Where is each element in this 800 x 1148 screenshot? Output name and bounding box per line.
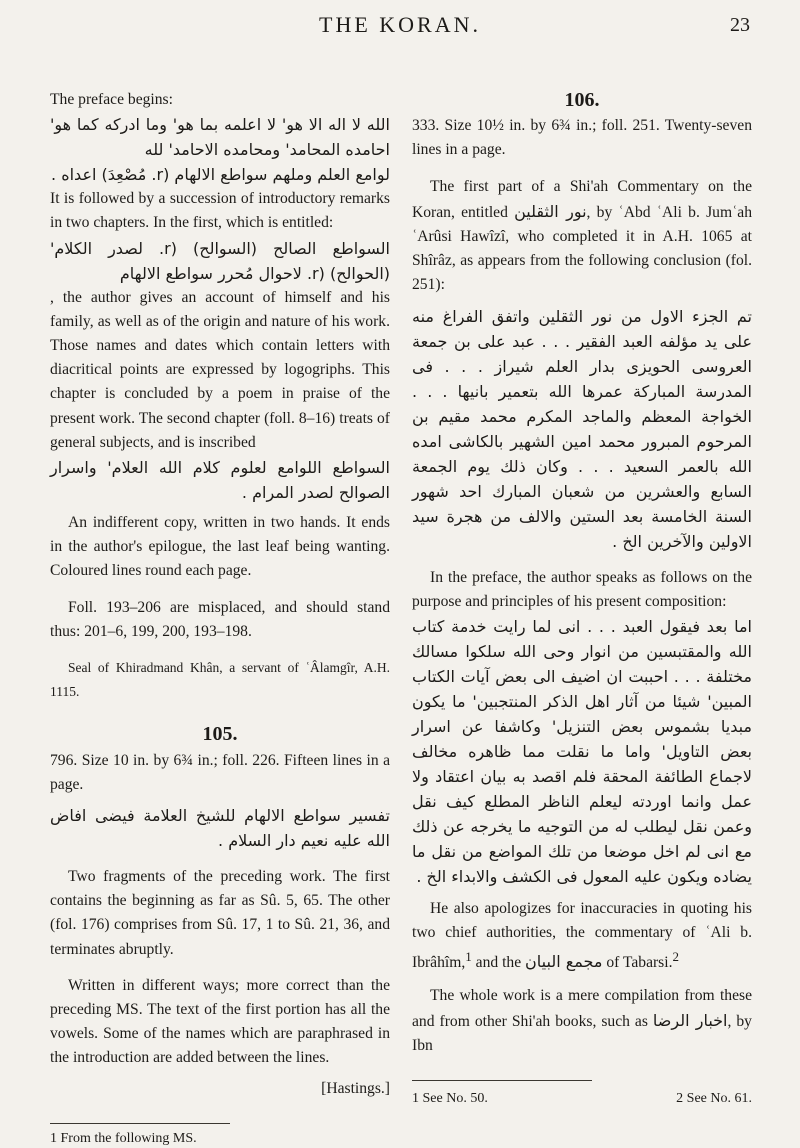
akhbar-title-arabic: اخبار الرضا <box>652 1011 728 1031</box>
paragraph-misplaced-folios: Foll. 193–206 are misplaced, and should stand thus: 201–6, 199, 200, 193–198. <box>50 598 390 640</box>
paragraph-written: Written in different ways; more correct than the preceding MS. The text of the first portion has all the vowels. Some of the names which are paraphrased in the introduction are added between the lines. <box>50 976 390 1067</box>
paragraph-commentary: The first part of a Shi'ah Commentary on the Koran, entitled نور الثقلين, by ʿAbd ʿAli b. Jumʿah ʿArûsi Hawîzî, who completed it in A.H. 1065 at Shîrâz, as appears from the following conclusion (fol. 251): <box>412 177 752 294</box>
footnote-rule-right <box>412 1080 592 1081</box>
work-title-arabic: نور الثقلين <box>514 201 587 221</box>
page-header <box>50 12 750 42</box>
paragraph-compilation: The whole work is a mere compilation from these and from other Shi'ah books, such as اخبار الرضا, by Ibn <box>412 986 752 1055</box>
paragraph-seal: Seal of Khiradmand Khân, a servant of ʿÂlamgîr, A.H. 1115. <box>50 660 390 700</box>
preface-arabic-2: لوامع العلم وملهم سواطع الالهام (r. مُصْعِدَ) اعداه . <box>51 165 390 185</box>
chapter-two-title-arabic: السواطع اللوامع لعلوم كلام الله العلام' واسرار الصوالح لصدر المرام . <box>50 458 390 503</box>
footnotes-right <box>412 1087 752 1111</box>
paragraph-chapters: It is followed by a succession of introductory remarks in two chapters. In the first, which is entitled: السواطع الصالح (السوالح) (r. لصدر الكلام' (الحوالح) (r. لاحوال مُحرر سواطع الالهام , the author gives an account of himself and his family, as well as of the origin and nature of his work. Those names and dates which contain letters with diacritical points are expressed by logogriphs. This chapter is concluded by a poem in praise of the present work. The second chapter (foll. 8–16) treats of general subjects, and is inscribed <box>50 190 390 451</box>
cataloguer-signature: [Hastings.] <box>321 1079 390 1097</box>
preface-arabic-right: اما بعد فيقول العبد . . . انى لما رايت خدمة كتاب الله والمقتبسين من انوار وحى الله سلكوا مسالك مختلفة . . . احببت ان اضيف الى بعض آيات الكتاب المبين' شيئا من آثار اهل الذكر المنتجبين' ما يكون مبديا بشموس بعض التنزيل' وكاشفا عن اسرار بعض التاويل' واما ما نقلت مما ظاهره مخالف لاجماع الطائفة المحقة فلم اقصد به بيان اعتقاد ولا عمل وانما اوردته ليعلم الناظر المطلع كيف نقل وعمن نقل ليطلب له من التوجيه ما يخرجه عن ذلك مع انى لم اخل موضعا من تلك المواضع من نقل ما يضاده ويكون عليه المعول فى الكشف والابداء الخ . <box>412 617 752 887</box>
paragraph-preface: In the preface, the author speaks as follows on the purpose and principles of his present composition: <box>412 568 752 610</box>
paragraph-fragments: Two fragments of the preceding work. The first contains the beginning as far as Sû. 5, 65. The other (fol. 176) comprises from Sû. 17, 1 to Sû. 21, 36, and terminates abruptly. <box>50 868 390 958</box>
preface-arabic-1: الله لا اله الا هو' لا اعلمه بما هو' وما ادركه كما هو' احامده المحامد' ومحامده الاحامد' لله <box>50 115 390 160</box>
preface-intro: The preface begins: <box>50 91 173 108</box>
paragraph-apology: He also apologizes for inaccuracies in quoting his two chief authorities, the commentary of ʿAli b. Ibrâhîm,$^1$ and the مجمع البيان of Tabarsi.$^2$ <box>412 900 752 972</box>
section-number-106: 106. <box>564 89 600 111</box>
footnote-left: 1 From the following MS. <box>50 1130 197 1146</box>
preface-intro-block <box>50 88 390 112</box>
section-number-105: 105. <box>202 723 238 746</box>
paragraph-copy-description: An indifferent copy, written in two hands. It ends in the author's epilogue, the last leaf being wanting. Coloured lines round each page. <box>50 514 390 580</box>
running-title: THE KORAN. <box>319 12 481 37</box>
page-number: 23 <box>730 14 750 36</box>
left-column <box>50 88 390 1148</box>
footnote-marker-2: 2 <box>672 949 679 965</box>
section-106-heading: 333. Size 10½ in. by 6¾ in.; foll. 251. Twenty-seven lines in a page. <box>412 117 752 159</box>
section-105-heading: 796. Size 10 in. by 6¾ in.; foll. 226. Fifteen lines in a page. <box>50 751 390 793</box>
colophon-arabic: تم الجزء الاول من نور الثقلين واتفق الفراغ منه على يد مؤلفه العبد الفقير . . . عبد على بن جمعة العروسى الحويزى بدار العلم شيراز . . . فى المدرسة المباركة عمرها الله بتعمير بانيها . . . الخواجة المعظم والماجد المكرم محمد مقيم بن المرحوم المبرور محمد امين الشهير بالكاشى امده الله بالعمر السعيد . . . وكان ذلك يوم الجمعة السابع والعشرين من شعبان المبارك احد شهور السنة الخامسة بعد الستين والالف من هجرة سيد الاولين والآخرين الخ . <box>412 306 752 551</box>
footnote-marker-1: 1 <box>465 949 472 965</box>
footnote-rule <box>50 1123 230 1124</box>
right-column <box>412 88 752 1112</box>
footnote-1: 1 See No. 50. <box>412 1091 488 1107</box>
chapter-one-title-arabic: السواطع الصالح (السوالح) (r. لصدر الكلام' (الحوالح) (r. لاحوال مُحرر سواطع الالهام <box>50 238 390 283</box>
footnote-2: 2 See No. 61. <box>676 1091 752 1107</box>
majma-title-arabic: مجمع البيان <box>525 952 603 972</box>
section-105-title-arabic: تفسير سواطع الالهام للشيخ العلامة فيضى افاض الله عليه نعيم دار السلام . <box>50 806 390 851</box>
